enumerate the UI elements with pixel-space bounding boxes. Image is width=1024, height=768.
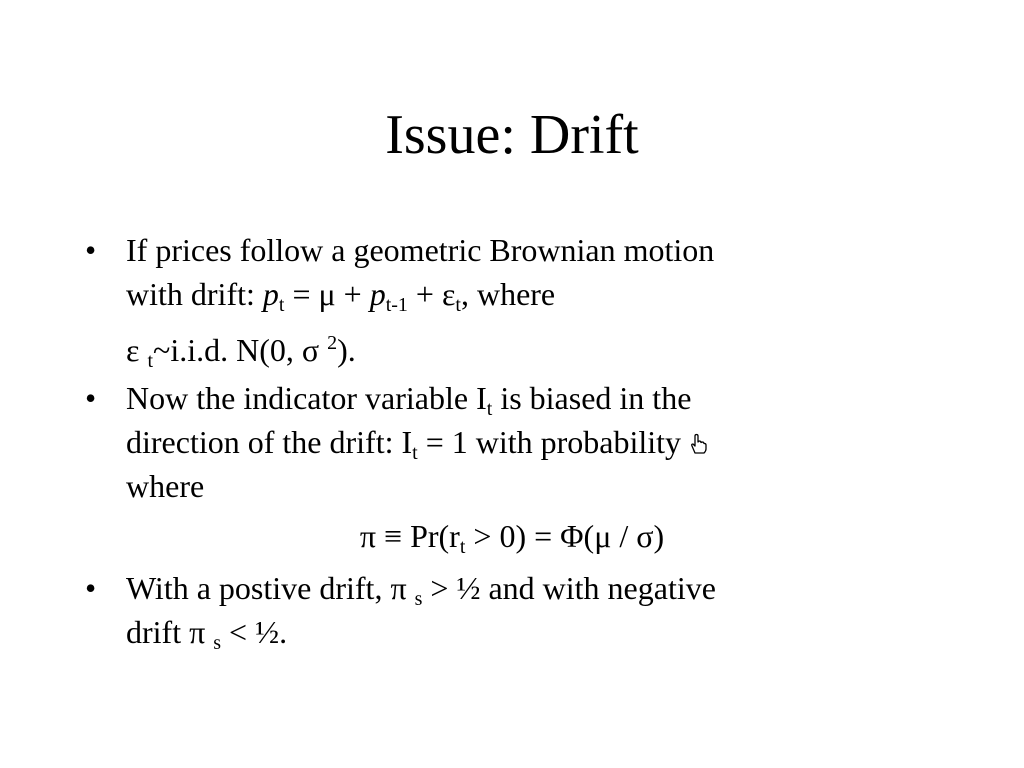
text-fragment: with drift: (126, 276, 263, 312)
text-fragment: drift π (126, 614, 214, 650)
text-fragment: > ½ and with negative (422, 570, 716, 606)
bullet1-line1: If prices follow a geometric Brownian motion (126, 232, 715, 268)
bullet2-line3: where (126, 468, 205, 504)
subscript: t (412, 442, 418, 464)
subscript: t (278, 294, 285, 316)
bullet-marker: • (85, 570, 97, 606)
text-fragment: , where (460, 276, 556, 312)
bullet1-line3 (126, 328, 356, 372)
bullet-item-1 (85, 228, 885, 316)
bullet2-line2 (126, 420, 885, 464)
superscript: 2 (327, 332, 338, 354)
subscript: t (147, 350, 153, 372)
slide-title: Issue: Drift (385, 104, 639, 166)
hand-pointer-icon (689, 422, 707, 444)
subscript: s (414, 588, 423, 610)
bullet-item-3 (85, 566, 885, 654)
text-fragment: + ε (407, 276, 456, 312)
bullet1-line2 (126, 272, 885, 316)
text-fragment: ~i.i.d. N(0, σ (153, 332, 328, 368)
subscript: t-1 (385, 294, 408, 316)
text-fragment: ε (126, 332, 148, 368)
bullet-item-2 (85, 376, 885, 508)
subscript: t (459, 536, 466, 558)
text-fragment: π ≡ Pr(r (359, 518, 460, 554)
text-fragment: ). (337, 332, 356, 368)
subscript: s (213, 632, 222, 654)
bullet-marker: • (85, 232, 97, 268)
price-var: p (369, 276, 386, 312)
bullet-marker: • (85, 380, 97, 416)
text-fragment: > 0) = Φ(μ / σ) (465, 518, 665, 554)
bullet3-line1 (126, 566, 885, 610)
text-fragment: With a postive drift, π (126, 570, 415, 606)
text-fragment: = 1 with probability (417, 424, 690, 460)
text-fragment: Now the indicator variable I (126, 380, 487, 416)
text-fragment: < ½. (221, 614, 288, 650)
equation-pi (0, 514, 1024, 558)
subscript: t (486, 398, 493, 420)
text-fragment: = μ + (284, 276, 370, 312)
bullet3-line2 (126, 610, 885, 654)
bullet2-line1 (126, 376, 885, 420)
text-fragment: direction of the drift: I (126, 424, 413, 460)
price-var: p (262, 276, 279, 312)
subscript: t (455, 294, 461, 316)
text-fragment: is biased in the (492, 380, 692, 416)
